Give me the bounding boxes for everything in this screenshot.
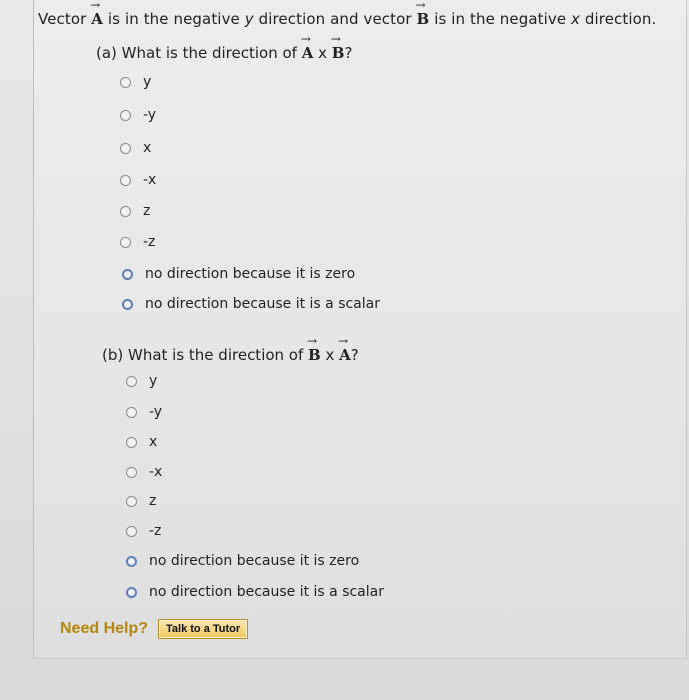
radio-button[interactable] <box>122 299 133 310</box>
cross-operator: x <box>313 44 332 62</box>
radio-button[interactable] <box>126 407 137 418</box>
radio-button[interactable] <box>120 206 131 217</box>
part-a-option-neg-x[interactable] <box>120 172 156 188</box>
part-b-option-neg-y[interactable] <box>126 404 162 420</box>
vector-b-symbol: → B <box>332 44 345 62</box>
option-label: -y <box>149 404 163 420</box>
option-label: no direction because it is zero <box>149 553 360 569</box>
radio-button[interactable] <box>122 269 133 280</box>
option-label: -x <box>149 464 163 480</box>
option-label: z <box>149 493 157 509</box>
option-label: y <box>149 373 158 389</box>
question-mark: ? <box>344 44 353 62</box>
radio-button[interactable] <box>120 77 131 88</box>
part-a-option-neg-y[interactable] <box>120 107 156 123</box>
option-label: z <box>143 203 151 219</box>
part-a-option-z[interactable] <box>120 203 150 219</box>
part-b-option-zero[interactable] <box>126 553 359 569</box>
radio-button[interactable] <box>126 556 137 567</box>
axis-label: x <box>571 10 581 28</box>
radio-button[interactable] <box>126 496 137 507</box>
question-prompt <box>38 10 656 28</box>
axis-label: y <box>244 10 254 28</box>
help-section <box>60 619 248 639</box>
option-label: -y <box>143 107 157 123</box>
cross-operator: x <box>320 346 340 364</box>
option-label: -x <box>143 172 157 188</box>
radio-button[interactable] <box>120 110 131 121</box>
part-b-option-neg-x[interactable] <box>126 464 162 480</box>
vector-b-symbol: → B <box>308 346 321 364</box>
part-b-option-neg-z[interactable] <box>126 523 161 539</box>
option-label: no direction because it is a scalar <box>149 584 384 600</box>
option-label: -z <box>149 523 162 539</box>
vector-a-symbol: → A <box>91 10 103 28</box>
vector-a-symbol: → A <box>339 346 351 364</box>
option-label: y <box>143 74 152 90</box>
radio-button[interactable] <box>126 526 137 537</box>
part-a-option-y[interactable] <box>120 74 151 90</box>
prompt-suffix: direction. <box>580 10 657 28</box>
prompt-text: is in the negative <box>103 10 245 28</box>
radio-button[interactable] <box>120 237 131 248</box>
part-a-label: (a) What is the direction of <box>96 44 302 62</box>
part-b-label: (b) What is the direction of <box>102 346 309 364</box>
part-a-option-x[interactable] <box>120 140 151 156</box>
option-label: x <box>149 434 158 450</box>
need-help-label: Need Help? <box>60 620 149 637</box>
radio-button[interactable] <box>126 437 137 448</box>
part-a-question <box>96 44 352 62</box>
option-label: no direction because it is zero <box>145 266 356 282</box>
part-b-option-y[interactable] <box>126 373 157 389</box>
option-label: no direction because it is a scalar <box>145 296 380 312</box>
radio-button[interactable] <box>126 376 137 387</box>
talk-to-tutor-button[interactable]: Talk to a Tutor <box>158 619 248 639</box>
question-mark: ? <box>350 346 359 364</box>
option-label: x <box>143 140 152 156</box>
vector-a-symbol: → A <box>302 44 314 62</box>
prompt-prefix: Vector <box>38 10 92 28</box>
part-b-question <box>102 346 359 364</box>
prompt-text: is in the negative <box>429 10 572 28</box>
part-a-option-zero[interactable] <box>122 266 355 282</box>
part-b-option-z[interactable] <box>126 493 156 509</box>
radio-button[interactable] <box>126 587 137 598</box>
radio-button[interactable] <box>120 143 131 154</box>
option-label: -z <box>143 234 156 250</box>
radio-button[interactable] <box>120 175 131 186</box>
part-b-option-x[interactable] <box>126 434 157 450</box>
prompt-text: direction and vector <box>253 10 417 28</box>
part-b-option-scalar[interactable] <box>126 584 384 600</box>
part-a-option-scalar[interactable] <box>122 296 380 312</box>
vector-b-symbol: → B <box>417 10 430 28</box>
radio-button[interactable] <box>126 467 137 478</box>
part-a-option-neg-z[interactable] <box>120 234 155 250</box>
